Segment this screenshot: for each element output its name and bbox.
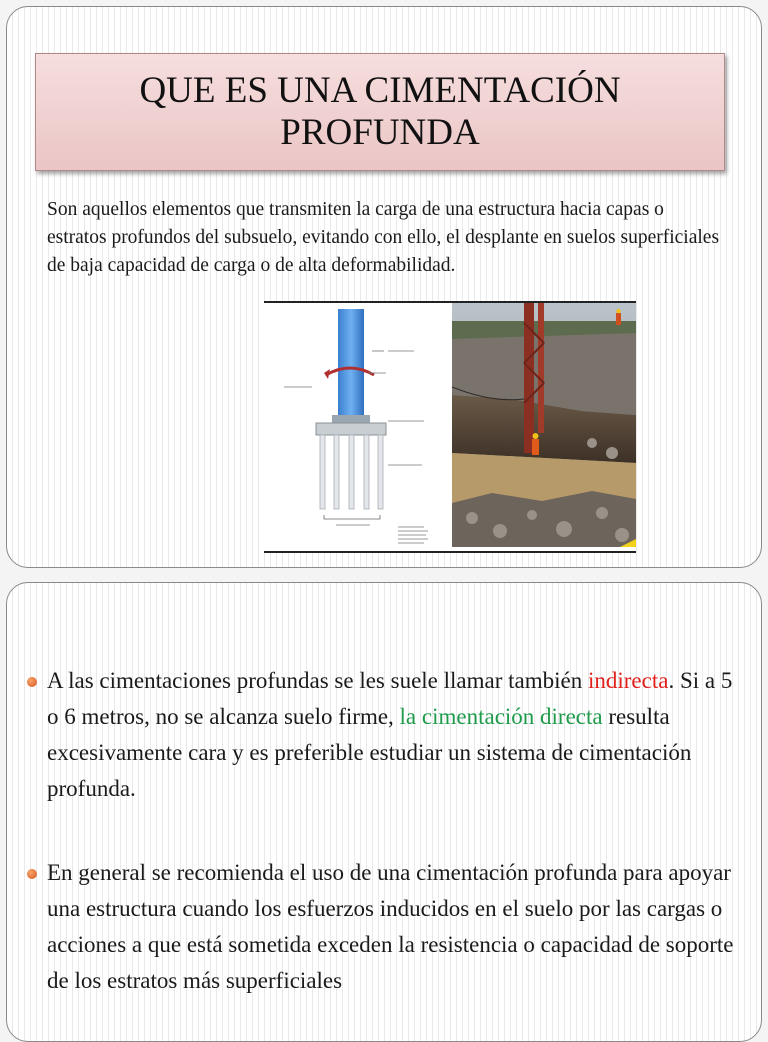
bullet-dot-icon <box>27 677 37 687</box>
slide-1 <box>6 6 762 568</box>
bullet-item-recomendacion <box>31 855 741 999</box>
bullet-text: En general se recomienda el uso de una cimentación profunda para apoyar una estructura cuando los esfuerzos inducidos en el suelo por las cargas o acciones a que está sometida exceden la resistencia o capacidad de soporte de los estratos más superficiales <box>47 860 734 993</box>
slide-title: QUE ES UNA CIMENTACIÓN PROFUNDA <box>139 70 621 153</box>
bullet-item-indirecta <box>31 663 741 807</box>
highlight-cimentacion-directa: la cimentación directa <box>399 704 603 729</box>
title-box <box>35 53 725 171</box>
bullet-text-part: A las cimentaciones profundas se les suele llamar también <box>47 668 588 693</box>
intro-paragraph: Son aquellos elementos que transmiten la carga de una estructura hacia capas o estratos profundos del subsuelo, evitando con ello, el desplante en suelos superficiales de baja capacidad de carga o de alta deformabilidad. <box>47 199 720 276</box>
bullet-list <box>31 663 741 999</box>
construction-site-photo <box>452 303 636 547</box>
bullet-dot-icon <box>27 869 37 879</box>
bullet-text-part: . Si a 5 o 6 metros, no se alcanza suelo firme, <box>47 668 733 729</box>
pile-foundation-diagram <box>264 303 452 547</box>
bullet-text-part: resulta excesivamente cara y es preferible estudiar un sistema de cimentación profunda. <box>47 704 692 801</box>
highlight-indirecta: indirecta <box>587 668 669 693</box>
figure-panel <box>264 301 636 553</box>
slide-2 <box>6 582 762 1042</box>
